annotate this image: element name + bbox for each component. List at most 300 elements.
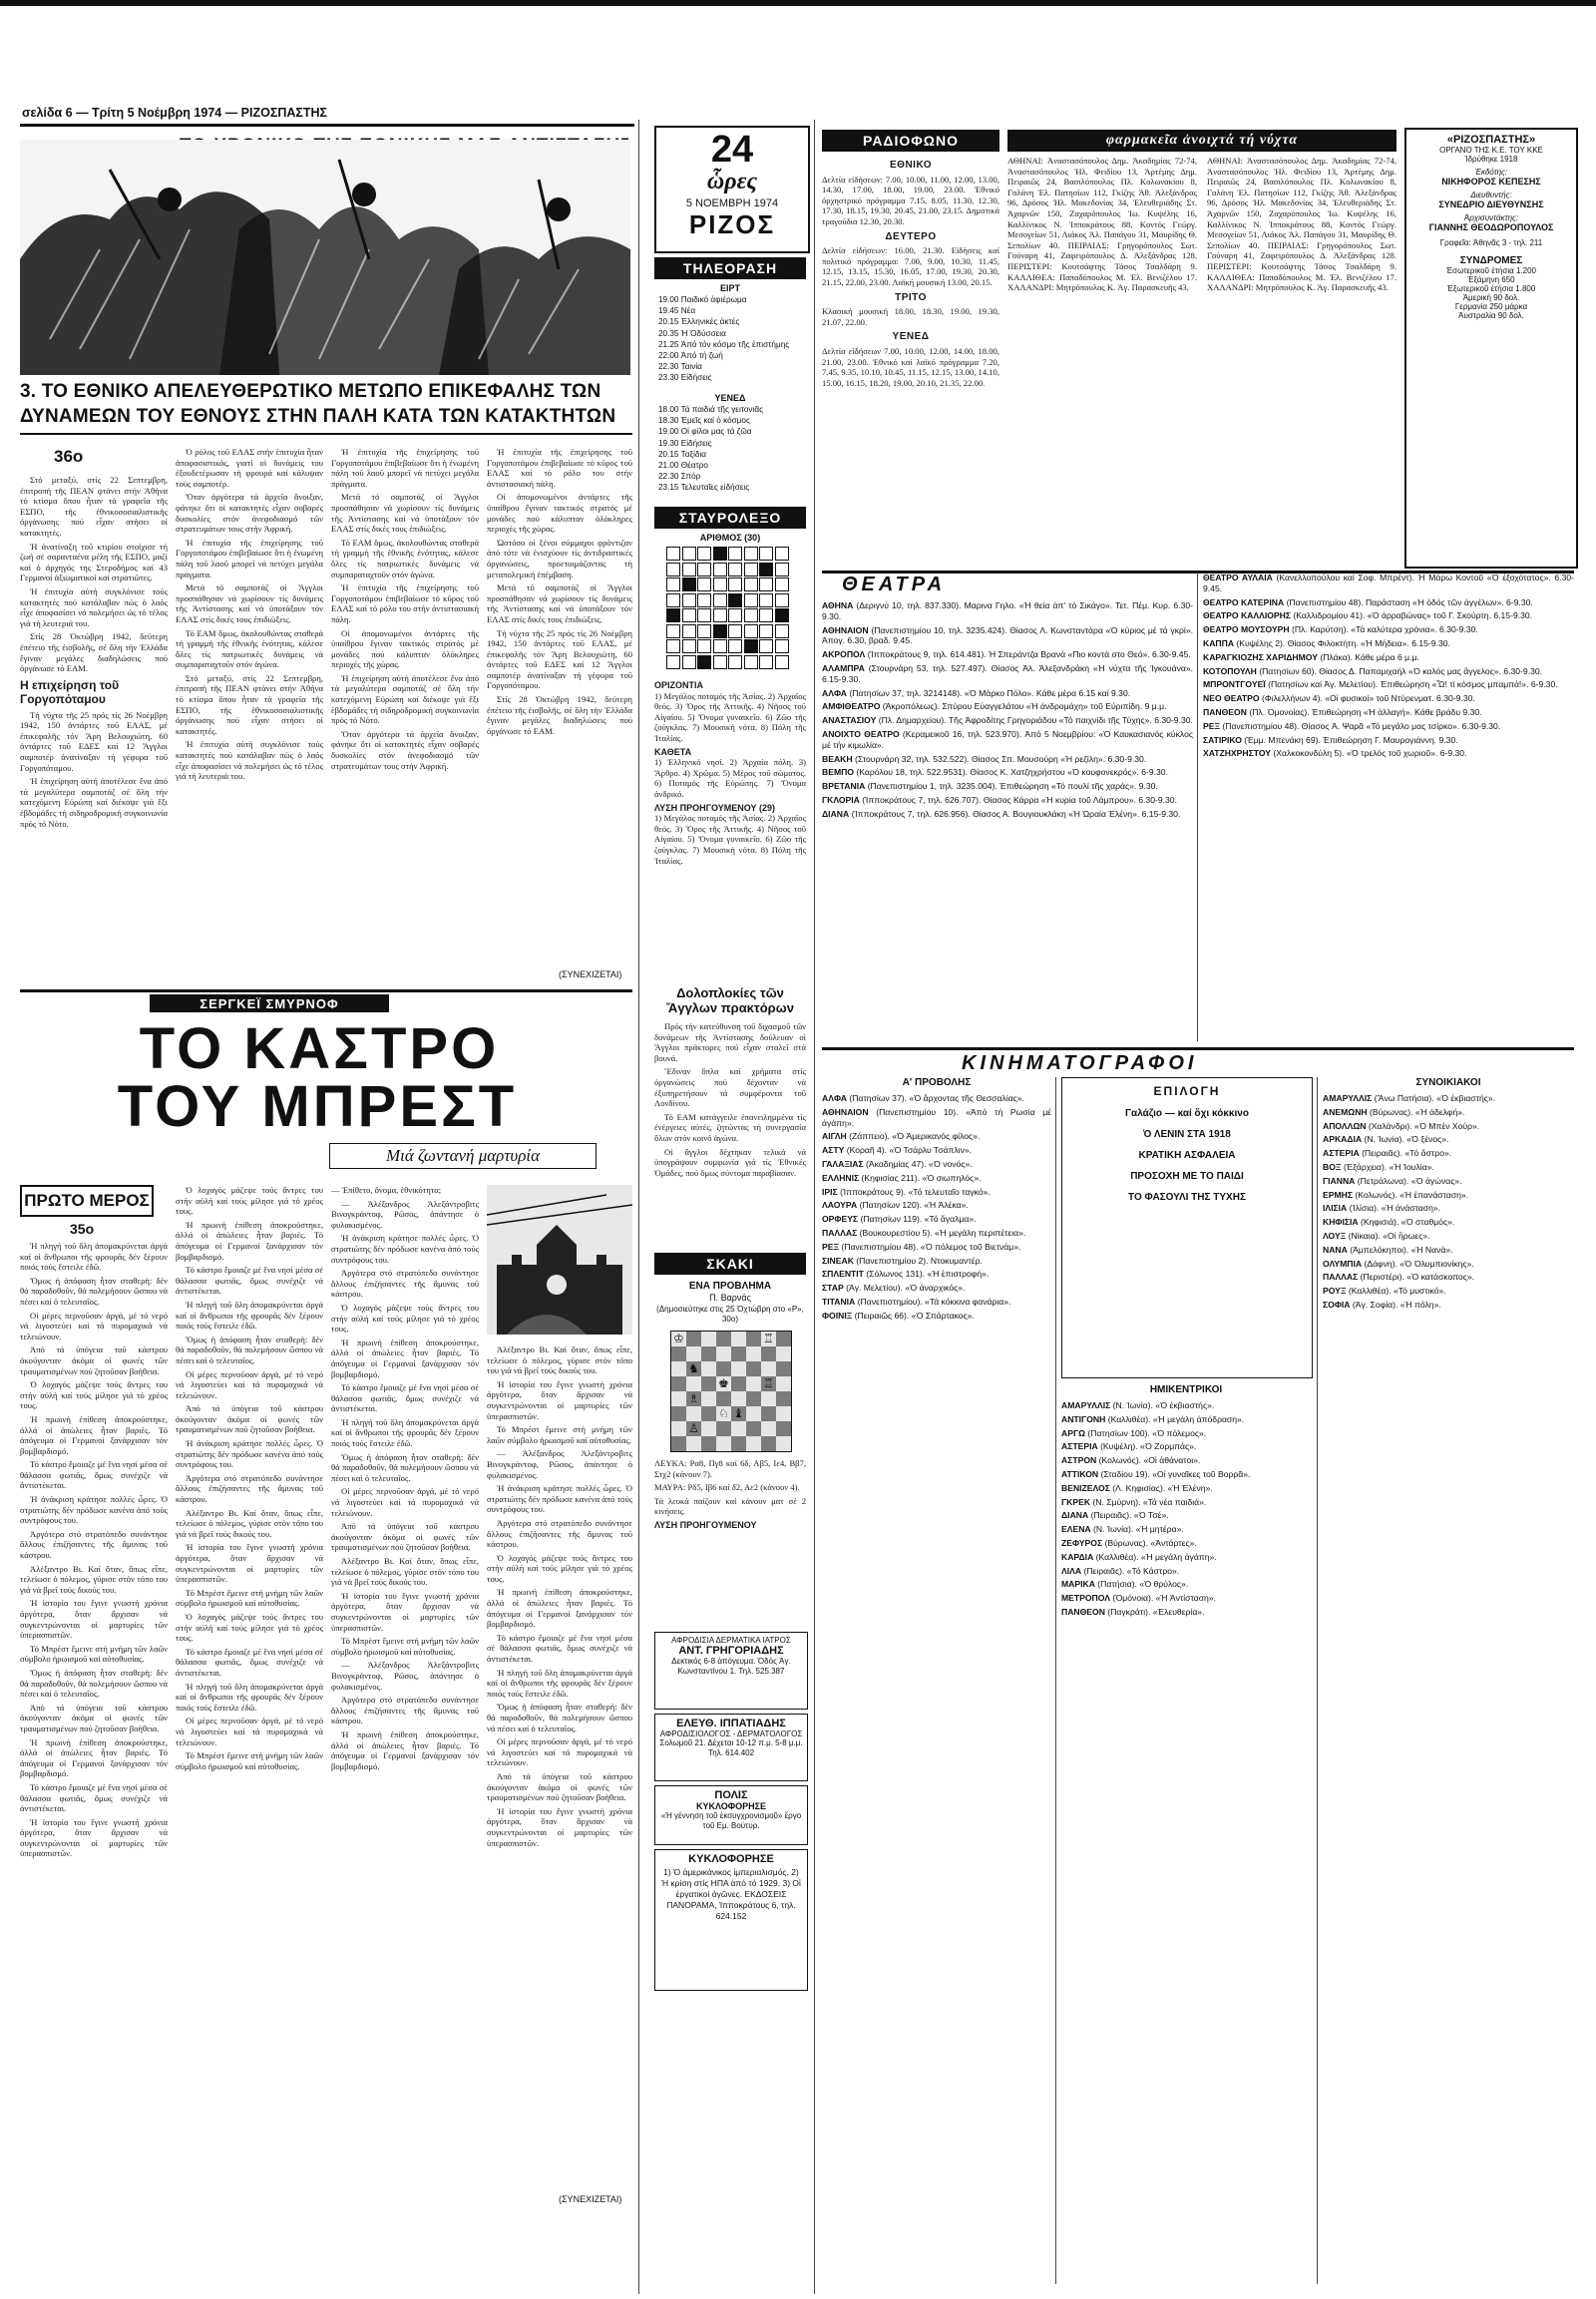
- crossword-cell: [713, 547, 727, 561]
- listing-detail: (Πειραιῶς 66). «Ὁ Σπάρτακος».: [854, 1310, 975, 1321]
- listing-name: ΡΕΞ: [822, 1241, 842, 1252]
- list-item: 18.30 Ἐμεῖς καί ὁ κόσμος: [658, 416, 750, 426]
- crossword-cell: [697, 624, 711, 638]
- list-item: [1203, 735, 1574, 746]
- listing-detail: (Κεραμεικοῦ 16, τηλ. 523.970). Ἀπό 5 Νοεμβρίου: «Ὁ Καυκασιανός κύκλος μέ τήν κιμωλία».: [822, 728, 1193, 750]
- listing-detail: (Ἀκροπόλεως). Σπύρου Εὐαγγελάτου «Ἡ ἀνδρομάχη» τοῦ Εὐριπίδη. 9 μ.μ.: [882, 701, 1167, 712]
- list-item: [1323, 1259, 1574, 1270]
- listing-detail: (Παγκράτι). «Ἐλευθερία».: [1107, 1606, 1205, 1617]
- list-item: [1323, 1121, 1574, 1132]
- list-item: [1061, 1552, 1311, 1563]
- listing-detail: (Πατησίων 100). «Ὁ πόλεμος».: [1087, 1427, 1207, 1438]
- listing-detail: (Καλλιθέα). «Ἡ μεγάλη ἀπόδραση».: [1107, 1413, 1245, 1424]
- chess-square: [701, 1406, 716, 1421]
- list-item: [822, 701, 1193, 712]
- listing-detail: (Ἱπποκράτους 7, τηλ. 626.707). Θίασος Κάρρα «Ἡ κυρία τοῦ Λάμπρου». 6.30-9.30.: [862, 794, 1177, 805]
- crossword-cell: [775, 655, 789, 669]
- listing-detail: (Πατησίων 120). «Ἡ Ἀλέκα».: [859, 1200, 969, 1211]
- list-item: [822, 1131, 1051, 1142]
- listing-name: ΠΑΝΘΕΟΝ: [1061, 1606, 1108, 1617]
- list-item: [1061, 1455, 1311, 1466]
- list-item: 19.00 Παιδικό ἀφιέρωμα: [658, 295, 747, 304]
- listing-name: ΑΝΑΣΤΑΣΙΟΥ: [822, 715, 879, 726]
- listing-name: ΑΘΗΝΑΙΟΝ: [822, 624, 872, 635]
- crossword-cell: [682, 577, 696, 591]
- listing-name: ΑΜΦΙΘΕΑΤΡΟ: [822, 701, 883, 712]
- chess-piece-icon: ♚: [718, 1376, 729, 1390]
- list-item: [822, 625, 1193, 647]
- list-item: [1061, 1524, 1311, 1535]
- listing-name: ΘΕΑΤΡΟ ΚΑΤΕΡΙΝΑ: [1203, 596, 1287, 607]
- chess-details: ΛΕΥΚΑ: Ρα8, Πγ8 καί 6δ, Αβ5, Ιε4, Ββ7, Στχ2 (κάνουν 7). ΜΑΥΡΑ: Ρδ5, Ιβ6 καί δ2, Αε2 (κάνουν 4). Τά λευκά παίζουν καί κάνουν ματ σέ 2 κινήσεις. ΛΥΣΗ ΠΡΟΗΓΟΥΜΕΝΟΥ: [654, 1458, 806, 1530]
- chess-author: Π. Βαρνάς: [709, 1293, 751, 1303]
- listing-name: ΤΙΤΑΝΙΑ: [822, 1296, 858, 1307]
- listing-name: ΕΡΜΗΣ: [1323, 1189, 1356, 1200]
- listing-detail: (Στουρνάρη 53, τηλ. 527.497). Θίασος Ἀλ. Ἀλεξανδράκη «Ἡ νύχτα τῆς Ἰγκουάνα». 6.15-9.30.: [822, 662, 1193, 684]
- listing-detail: (Σταδίου 19). «Οἱ γυναῖκες τοῦ Βορρᾶ».: [1100, 1468, 1251, 1479]
- listing-detail: (Περιστέρι). «Ὁ κατάσκοπος».: [1360, 1272, 1475, 1283]
- chess-piece-icon: ♗: [688, 1391, 699, 1405]
- tv-eirt-list: [658, 295, 804, 385]
- ad-box-2: ΕΛΕΥΘ. ΙΠΠΑΤΙΑΔΗΣ ΑΦΡΟΔΙΣΙΟΛΟΓΟΣ - ΔΕΡΜΑΤΟΛΟΓΟΣ Σολωμοῦ 21. Δέχεται 10-12 π.μ. 5-8 μ.μ. Τηλ. 614.402: [654, 1714, 808, 1781]
- listing-detail: (Ἄνω Πατήσια). «Ὁ ἐκβιαστής».: [1374, 1093, 1496, 1103]
- chess-square: [731, 1421, 746, 1436]
- listing-name: ΚΑΡΔΙΑ: [1061, 1551, 1096, 1562]
- listing-detail: (Ἐμμ. Μπενάκη 69). Ἐπιθεώρηση Γ. Μαυρογιάννη. 9.30.: [1244, 734, 1458, 745]
- listing-name: ΔΙΑΝΑ: [822, 808, 852, 819]
- chess-square: [671, 1361, 686, 1376]
- crossword-cell: [697, 563, 711, 576]
- chess-square: [671, 1376, 686, 1391]
- crossword-cell: [744, 608, 758, 622]
- crossword-cell: [666, 624, 680, 638]
- list-item: [1061, 1607, 1311, 1618]
- chess-square: [716, 1361, 731, 1376]
- chess-piece-icon: ♔: [673, 1332, 684, 1345]
- listing-detail: (Πλ. Καρύτση). «Τά καλύτερα χρόνια». 6.30-9.30.: [1291, 624, 1478, 635]
- crossword-cell: [775, 593, 789, 607]
- list-item: [1203, 597, 1574, 608]
- listing-name: ΑΣΤΕΡΙΑ: [1323, 1148, 1363, 1159]
- chess-square: [701, 1391, 716, 1406]
- crossword-cell: [713, 593, 727, 607]
- listing-name: ΑΙΓΛΗ: [822, 1131, 850, 1142]
- listing-name: ΟΛΥΜΠΙΑ: [1323, 1258, 1365, 1269]
- listing-name: ΑΣΤΡΟΝ: [1061, 1455, 1099, 1466]
- listing-name: ΑΡΓΩ: [1061, 1427, 1088, 1438]
- listing-detail: (Χαλάνδρι). «Ὁ Μπέν Χούρ».: [1368, 1120, 1480, 1131]
- list-item: [822, 1311, 1051, 1322]
- list-item: [822, 795, 1193, 806]
- listing-name: ΑΛΦΑ: [822, 1093, 850, 1103]
- column-rule-2: [814, 120, 815, 2294]
- crossword-clues: ΟΡΙΖΟΝΤΙΑ 1) Μεγάλος ποταμός τῆς Ἀσίας. 2) Ἀρχαῖος θεός. 3) Ὅρος τῆς Ἀττικῆς. 4) Νῆσος τοῦ Αἰγαίου. 5) Ὄνομα γυναικεῖο. 6) Ζῶο τῆς ζούγκλας. 7) Μουσική νότα. 8) Πόλη τῆς Ἰταλίας. ΚΑΘΕΤΑ 1) Ἑλληνικό νησί. 2) Ἀρχαία πόλη. 3) Ἄρθρο. 4) Χρῶμα. 5) Μέρος τοῦ σώματος. 6) Ποταμός τῆς Εὐρώπης. 7) Ὄνομα ἀνδρικό. ΛΥΣΗ ΠΡΟΗΓΟΥΜΕΝΟΥ (29) 1) Μεγάλος ποταμός τῆς Ἀσίας. 2) Ἀρχαῖος θεός. 3) Ὅρος τῆς Ἀττικῆς. 4) Νῆσος τοῦ Αἰγαίου. 5) Ὄνομα γυναικεῖο. 6) Ζῶο τῆς ζούγκλας. 7) Μουσική νότα. 8) Πόλη τῆς Ἰταλίας.: [654, 680, 806, 866]
- chess-piece-icon: ♘: [718, 1406, 729, 1420]
- listing-name: ΘΕΑΤΡΟ ΜΟΥΣΟΥΡΗ: [1203, 624, 1292, 635]
- list-item: [822, 1145, 1051, 1156]
- list-item: [1323, 1217, 1574, 1228]
- listing-detail: (Ἱπποκράτους 7, τηλ. 626.956). Θίασος Α. Βουγιουκλάκη «Ἡ Ὡραία Ἑλένη». 6.15-9.30.: [851, 808, 1181, 819]
- chess-square: [776, 1361, 791, 1376]
- chess-square: [746, 1391, 761, 1406]
- list-item: [1203, 624, 1574, 635]
- crossword-cell: [759, 639, 773, 653]
- crossword-cell: [697, 577, 711, 591]
- listing-detail: (Πειραιᾶς). «Ὁ Τσέ».: [1090, 1510, 1169, 1521]
- chess-square: [776, 1332, 791, 1346]
- listing-detail: (Πατησίων 60). Θίασος Δ. Παπαμιχαήλ «Ὁ καλός μας ἄγγελος». 6.30-9.30.: [1259, 665, 1543, 676]
- listing-name: ΔΙΑΝΑ: [1061, 1510, 1091, 1521]
- hours24-date: 5 ΝΟΕΜΒΡΗ 1974: [685, 197, 779, 209]
- listing-detail: (Ζάππειο). «Ὁ Ἀμερικανός φίλος».: [849, 1131, 981, 1142]
- list-item: [822, 1256, 1051, 1267]
- listing-name: ΡΟΥΞ: [1323, 1286, 1349, 1297]
- listing-name: ΚΑΠΠΑ: [1203, 637, 1237, 648]
- tv-channel-2: ΥΕΝΕΔ: [714, 393, 746, 403]
- list-item: [822, 600, 1193, 622]
- hours24-box: [654, 126, 810, 253]
- listing-name: ΑΠΟΛΛΩΝ: [1323, 1120, 1369, 1131]
- list-item: [822, 1297, 1051, 1308]
- ad-box-3: ΠΟΛΙΣ ΚΥΚΛΟΦΟΡΗΣΕ «Ἡ γέννηση τοῦ ἐκσυγχρονισμοῦ» ἔργο τοῦ Εμ. Βούτυρ.: [654, 1785, 808, 1845]
- crossword-cell: [728, 563, 742, 576]
- chess-square: [746, 1361, 761, 1376]
- listing-detail: (Νίκαια). «Οἱ ἥρωες».: [1348, 1230, 1430, 1241]
- chess-task: (Δημοσιεύτηκε στις 25 Ὀχτώβρη στο «Ρ», 30ο): [656, 1305, 804, 1324]
- chess-square: [776, 1436, 791, 1451]
- chess-square: [761, 1361, 776, 1376]
- crossword-cell: [697, 547, 711, 561]
- crossword-cell: [744, 563, 758, 576]
- radio-body: ΕΘΝΙΚΟ Δελτία εἰδήσεων: 7.00, 10.00, 11.00, 12.00, 13.00, 14.30, 17.00, 18.00, 19.00, 23.00. Ἐθνικό ὀρχηστρικό πρόγραμμα 7.15, 8.05, 11.30, 12.30, 17.30, 18.15, 19.30, 20.45, 21.00, 23.15. Δημοτικά τραγούδια 12.30, 20.30. ΔΕΥΤΕΡΟ Δελτία εἰδήσεων: 16.00, 21.30. Εἰδήσεις καί πολιτικό πρόγραμμα: 7.00, 9.00, 10.30, 11.45, 12.15, 13.15, 15.30, 16.05, 17.00, 19.30, 20.30, 21.15, 22.00, 23.00. Λαϊκή μουσική 13.00, 20.15. ΤΡΙΤΟ Κλασική μουσική 18.00, 18.30, 19.00, 19.30, 21.07, 22.00. ΥΕΝΕΔ Δελτία εἰδήσεων 7.00, 10.00, 12.00, 14.00, 18.00, 21.00, 23.00. Ἐθνικό καί λαϊκό πρόγραμμα 7.20, 7.45, 9.35, 10.10, 10.45, 11.15, 12.15, 13.00, 14.10, 15.00, 16.15, 18.20, 19.00, 20.10, 21.35, 22.00.: [822, 160, 999, 388]
- crossword-cell: [775, 608, 789, 622]
- listing-detail: (Πατήσια). «Ὁ θρύλος».: [1097, 1579, 1189, 1590]
- listing-name: ΛΙΛΑ: [1061, 1565, 1084, 1576]
- listing-name: ΚΟΤΟΠΟΥΛΗ: [1203, 665, 1260, 676]
- pharmacy-header: φαρμακεῖα ἀνοιχτά τή νύχτα: [1007, 130, 1396, 152]
- listing-name: ΑΝΤΙΓΟΝΗ: [1061, 1413, 1108, 1424]
- listing-detail: (Καλλιθέα). «Τό μυστικό».: [1348, 1286, 1446, 1297]
- list-item: [1203, 679, 1574, 690]
- list-item: [1323, 1134, 1574, 1145]
- list-item: [1061, 1497, 1311, 1508]
- chess-square: [686, 1332, 701, 1346]
- listing-name: ΘΕΑΤΡΟ ΚΑΛΛΙΟΡΗΣ: [1203, 610, 1294, 621]
- listing-detail: (Ἐξάρχεια). «Ἡ Ἰουλία».: [1343, 1161, 1434, 1172]
- listing-name: ΡΕΞ: [1203, 720, 1223, 731]
- cinema-column-2: [1061, 1400, 1311, 2278]
- chess-square: [701, 1346, 716, 1361]
- listing-name: ΝΑΝΑ: [1323, 1244, 1351, 1255]
- chess-square: [746, 1332, 761, 1346]
- listing-detail: (Πατησίων καί Ἀγ. Μελετίου). Ἐπιθεώρηση «Ὦ! τί κόσμος μπαμπά!». 6-9.30.: [1268, 679, 1558, 690]
- listing-detail: (Πανεπιστημίου 1, τηλ. 3235.004). Ἐπιθεώρηση «Τό πουλί τῆς χαράς». 9.30.: [867, 781, 1158, 792]
- listing-name: ΒΟΞ: [1323, 1161, 1344, 1172]
- chess-square: [776, 1376, 791, 1391]
- listing-detail: (Κολωνός). «Οἱ ἀθάνατοι».: [1098, 1455, 1201, 1466]
- crossword-cell: [713, 655, 727, 669]
- listing-detail: (Φιλελλήνων 4). «Οἱ φυσικοί» τοῦ Ντύρενματ. 6.30-9.30.: [1261, 693, 1475, 704]
- list-item: [1061, 1579, 1311, 1590]
- crossword-cell: [713, 563, 727, 576]
- list-item: 23.15 Τελευταῖες εἰδήσεις: [658, 483, 750, 493]
- listing-detail: (Πλ. Ὁμονοίας). Ἐπιθεώρηση «Ἡ ἀλλαγή». Κάθε βράδυ 9.30.: [1249, 706, 1482, 717]
- series-part-number: 36ο: [54, 447, 84, 466]
- chess-square: [761, 1406, 776, 1421]
- headline-rule: [20, 433, 632, 435]
- list-item: [1323, 1176, 1574, 1187]
- list-item: 21.25 Ἀπό τόν κόσμο τῆς ἐπιστήμης: [658, 339, 790, 349]
- list-item: 20.35 Ἡ Ὁδύσσεια: [658, 328, 726, 338]
- chess-square: [716, 1332, 731, 1346]
- crossword-cell: [759, 547, 773, 561]
- mid-article-title: Δολοπλοκίες τῶν Ἄγγλων πρακτόρων: [666, 985, 794, 1015]
- tv-header: ΤΗΛΕΟΡΑΣΗ: [654, 257, 806, 279]
- list-item: 21.00 Θέατρο: [658, 461, 708, 471]
- list-item: 19.00 Οἱ φίλοι μας τά ζῶα: [658, 427, 752, 437]
- list-item: [822, 1159, 1051, 1170]
- crossword-cell: [682, 655, 696, 669]
- list-item: 22.30 Σπόρ: [658, 472, 701, 482]
- listing-detail: (Στουρνάρη 32, τηλ. 532.522). Θίασος Σπ. Μουσούρη «Ἡ ρεζίλη». 6.30-9.30.: [854, 753, 1147, 764]
- crossword-cell: [697, 608, 711, 622]
- crossword-cell: [759, 624, 773, 638]
- list-item: [1061, 1414, 1311, 1425]
- crossword-cell: [775, 563, 789, 576]
- listing-detail: (Κολωνός). «Ἡ ἐπανάσταση».: [1355, 1189, 1469, 1200]
- list-item: [822, 1283, 1051, 1294]
- chess-piece-icon: ♝: [733, 1406, 744, 1420]
- cinema-header: ΚΙΝΗΜΑΤΟΓΡΑΦΟΙ: [822, 1047, 1574, 1076]
- listing-name: ΖΕΦΥΡΟΣ: [1061, 1537, 1105, 1548]
- list-item: [1323, 1093, 1574, 1104]
- listing-name: ΑΜΑΡΥΛΛΙΣ: [1323, 1093, 1375, 1103]
- listing-detail: (Ν. Σμύρνη). «Τά νέα παιδιά».: [1092, 1496, 1207, 1507]
- chess-square: [671, 1436, 686, 1451]
- list-item: [1061, 1538, 1311, 1549]
- listing-name: ΙΛΙΣΙΑ: [1323, 1203, 1350, 1214]
- list-item: [822, 781, 1193, 792]
- serial-continues: (ΣΥΝΕΧΙΖΕΤΑΙ): [559, 2194, 622, 2204]
- crossword-cell: [728, 593, 742, 607]
- column-rule-4: [1317, 1077, 1318, 2284]
- listing-detail: (Πετράλωνα). «Ὁ ἀγώνας».: [1357, 1175, 1462, 1186]
- listing-detail: (Βύρωνας). «Ἡ ἀδελφή».: [1370, 1106, 1465, 1117]
- listing-name: ΟΡΦΕΥΣ: [822, 1214, 861, 1225]
- list-item: [1203, 652, 1574, 663]
- listing-detail: (Ἀμπελόκηποι). «Ἡ Νανά».: [1350, 1244, 1453, 1255]
- page-folio: σελίδα 6 — Τρίτη 5 Νοέμβρη 1974 — ΡΙΖΟΣΠΑΣΤΗΣ: [22, 106, 328, 120]
- crossword-cell: [697, 593, 711, 607]
- listing-detail: (Κανελλοπούλου καί Σοφ. Μπρέντ). Ἡ Μάρω Κοντοῦ «Ὁ ἐξοχότατος». 6.30-9.45.: [1203, 573, 1574, 593]
- pharmacy-body: ΑΘΗΝΑΙ: Ἀναστασόπουλος Δημ. Ἀκαδημίας 72-74, Ἀναστασόπουλος Ἠλ. Φειδίου 13, Ἀρτέμης Δημ. Πειραιῶς 24, Βασιλόπουλος Πλ. Κολωνακίου 8, Γαλάνη Ἑλ. Πατησίων 112, Γκίζης Ἀθ. Ἀλεξάνδρας 96, Δρόσος Ἠλ. Μακεδονίας 34, Ἐλευθεριάδης Στ. Ἀχαρνῶν 150, Ζαχαρόπουλος Ἰω. Κυψέλης 16, Καλλίνικος Ν. Ἱπποκράτους 88, Κοντός Γεώργ. Μεσογείων 51, Λιάκος Ἀλ. Παπάγου 31, Μαυρίδης Θ. Σεπολίων 40. ΠΕΙΡΑΙΑΣ: Γρηγορόπουλος Σωτ. Γούναρη 41, Ζαφειρόπουλος Δ. Ἀλεξάνδρας 128. ΠΕΡΙΣΤΕΡΙ: Κουτσάφτης Τάσος Τσαλδάρη 9. ΚΑΛΛΙΘΕΑ: Παπαδόπουλος Μ. Ἐλ. Βενιζέλου 17. ΧΑΛΑΝΔΡΙ: Μητρόπουλος Κ. Ἀγ. Παρασκευῆς 43. ΑΘΗΝΑΙ: Ἀναστασόπουλος Δημ. Ἀκαδημίας 72-74, Ἀναστασόπουλος Ἠλ. Φειδίου 13, Ἀρτέμης Δημ. Πειραιῶς 24, Βασιλόπουλος Πλ. Κολωνακίου 8, Γαλάνη Ἑλ. Πατησίων 112, Γκίζης Ἀθ. Ἀλεξάνδρας 96, Δρόσος Ἠλ. Μακεδονίας 34, Ἐλευθεριάδης Στ. Ἀχαρνῶν 150, Ζαχαρόπουλος Ἰω. Κυψέλης 16, Καλλίνικος Ν. Ἱπποκράτους 88, Κοντός Γεώργ. Μεσογείων 51, Λιάκος Ἀλ. Παπάγου 31, Μαυρίδης Θ. Σεπολίων 40. ΠΕΙΡΑΙΑΣ: Γρηγορόπουλος Σωτ. Γούναρη 41, Ζαφειρόπουλος Δ. Ἀλεξάνδρας 128. ΠΕΡΙΣΤΕΡΙ: Κουτσάφτης Τάσος Τσαλδάρη 9. ΚΑΛΛΙΘΕΑ: Παπαδόπουλος Μ. Ἐλ. Βενιζέλου 17. ΧΑΛΑΝΔΡΙ: Μητρόπουλος Κ. Ἀγ. Παρασκευῆς 43.: [1007, 156, 1396, 293]
- cinema-suburb-label: ΗΜΙΚΕΝΤΡΙΚΟΙ: [1149, 1384, 1223, 1395]
- crossword-cell: [666, 593, 680, 607]
- chess-square: [731, 1376, 746, 1391]
- theatre-right-column: [1203, 573, 1574, 1039]
- listing-name: ΣΑΤΙΡΙΚΟ: [1203, 734, 1245, 745]
- listing-detail: (Πανεπιστημίου 10, τηλ. 3235.424). Θίασος Λ. Κωνσταντάρα «Ὁ κύριος μέ τά γκρί». Ἀπογ. 6.30, βραδ. 9.45.: [822, 624, 1193, 646]
- list-item: [1061, 1428, 1311, 1439]
- cinema-column-3: [1323, 1093, 1574, 2280]
- listing-detail: (Βουκουρεστίου 5). «Ἡ μεγάλη περιπέτεια».: [859, 1227, 1026, 1238]
- list-item: 18.00 Τά παιδιά τῆς γειτονιᾶς: [658, 405, 764, 414]
- crossword-cell: [759, 655, 773, 669]
- list-item: [1203, 707, 1574, 718]
- crossword-cell: [744, 593, 758, 607]
- chess-square: [776, 1421, 791, 1436]
- list-item: [1323, 1245, 1574, 1256]
- list-item: [1203, 573, 1574, 594]
- crossword-cell: [697, 639, 711, 653]
- chess-square: [701, 1436, 716, 1451]
- list-item: [1061, 1593, 1311, 1604]
- listing-name: ΓΚΡΕΚ: [1061, 1496, 1093, 1507]
- series-column-2: Ὁ ρόλος τοῦ ΕΛΑΣ στήν ἐπιτυχία ἦταν ἀποφασιστικός, γιατί οἱ δυνάμεις του ἐξουδετέρωσαν τή φρουρά καί κάλυψαν τούς σαμποτέρ. Ὅταν ἀργότερα τά ἀρχεῖα ἄνοιξαν, φάνηκε ὅτι οἱ κατακτητές εἶχαν σοβαρές δυσκολίες στόν ἀνεφοδιασμό τῶν στρατευμάτων τους στήν Ἀφρική. Ἡ ἐπιτυχία τῆς ἐπιχείρησης τοῦ Γοργοποτάμου ἐπιβεβαίωσε ὅτι ἡ ἐνωμένη πάλη τοῦ λαοῦ μπορεῖ νά πετύχει μεγάλα πράγματα. Μετά τό σαμποτάζ οἱ Ἄγγλοι προσπάθησαν νά χωρίσουν τίς δυνάμεις τῆς Ἀντίστασης καί νά ὑποτάξουν τόν ΕΛΑΣ στίς δικές τους ἐπιδιώξεις. Τό ΕΑΜ ὅμως, ἀκολουθώντας σταθερά τή γραμμή τῆς ἐθνικῆς ἑνότητας, κάλεσε ὅλες τίς πατριωτικές δυνάμεις νά συμπαραταχτοῦν στόν ἀγώνα. Στό μεταξύ, στίς 22 Σεπτεμβρη, ἐπιτροπή τῆς ΠΕΑΝ φτάνει στήν Ἀθήνα τό κτίσμα ὅπου ἦταν τά γραφεῖα τῆς ΕΣΠΟ, τῆς ἐθνικοσοσιαλιστικῆς ὀργάνωσης πού εἶχαν στήσει οἱ κατακτητές. Ἡ ἐπιτυχία αὐτή συγκλόνισε τούς κατακτητές πού κατάλαβαν πώς ὁ λαός εἶχε ἀποφασίσει νά πολεμήσει ὡς τό τέλος γιά τή λευτεριά του.: [176, 447, 323, 782]
- listing-name: ΑΜΑΡΥΛΛΙΣ: [1061, 1400, 1113, 1410]
- list-item: [822, 649, 1193, 660]
- listing-name: ΝΕΟ ΘΕΑΤΡΟ: [1203, 693, 1262, 704]
- listing-name: ΠΑΝΘΕΟΝ: [1203, 706, 1250, 717]
- listing-detail: (Πατησίων 37). «Ὁ ἄρχοντας τῆς Θεσσαλίας».: [849, 1093, 1024, 1103]
- listing-name: ΚΑΡΑΓΚΙΟΖΗΣ ΧΑΡΙΔΗΜΟΥ: [1203, 651, 1321, 662]
- crossword-cell: [744, 547, 758, 561]
- mid-article-body: Πρός τήν κατεύθυνση τοῦ διχασμοῦ τῶν δυνάμεων τῆς Ἀντίστασης δούλευαν οἱ Ἄγγλοι πράκτορες πού εἶχαν σταλεῖ στά βουνά. Ἔδιναν ὅπλα καί χρήματα στίς ὀργανώσεις πού δέχονταν νά ἐξυπηρετήσουν τά συμφέροντα τοῦ Λονδίνου. Τό ΕΑΜ κατάγγειλε ἐπανειλημμένα τίς ἐνέργειες αὐτές, ζητώντας τή συνεργασία ὅλων στόν κοινό ἀγώνα. Οἱ ἄγγλοι δέχτηκαν τελικά νά ὑπογράψουν συμφωνία γιά τίς Ἐθνικές Ὁμάδες, πού ὅμως σύντομα παραβίασαν.: [654, 1021, 806, 1178]
- crossword-cell: [744, 639, 758, 653]
- listing-detail: (Καλλιθέα). «Ἡ μεγάλη ἀγάπη».: [1095, 1551, 1217, 1562]
- chess-square: [746, 1376, 761, 1391]
- crossword-cell: [759, 608, 773, 622]
- listing-detail: (Ἱπποκράτους 9). «Τό τελευταῖο ταγκό».: [840, 1186, 991, 1197]
- list-item: [1203, 610, 1574, 621]
- crossword-cell: [682, 547, 696, 561]
- serial-column-3: — Ἐπίθετο, ὄνομα, ἐθνικότητα; — Ἀλέξανδρος Ἀλεξάντροβιτς Βινογκράντοφ, Ρῶσος, ἀπάντησε ὁ φυλακισμένος. Ἡ ἀνάκριση κράτησε πολλές ὧρες. Ὁ στρατιώτης δέν πρόδωσε κανένα ἀπό τούς συντρόφους του. Ἀργότερα στό στρατόπεδο συνάντησε ἄλλους ἐπιζήσαντες τῆς ἄμυνας τοῦ κάστρου. Ὁ λοχαγός μάζεψε τούς ἄντρες του στήν αὐλή καί τούς μίλησε γιά τό χρέος τους. Ἡ πρωινή ἐπίθεση ἀποκρούστηκε, ἀλλά οἱ ἀπώλειες ἦταν βαριές. Τό ἀπόγευμα οἱ Γερμανοί ξανάρχισαν τόν βομβαρδισμό. Τό κάστρο ἔμοιαζε μέ ἕνα νησί μέσα σέ θάλασσα φωτιᾶς, ὅμως συνέχιζε νά ἀντιστέκεται. Ἡ πληγή τοῦ ὅλη ἀπομακρύνεται ἀργά καί οἱ ἄνθρωποι τῆς φρουρᾶς δέν ξέρουν ποιός τούς ἔστειλε ἐδῶ. Ὅμως ἡ ἀπόφαση ἦταν σταθερή: δέν θά παραδοθοῦν, θά πολεμήσουν ὥσπου νά πέσει καί ὁ τελευταῖος. Οἱ μέρες περνοῦσαν ἀργά, μέ τό νερό νά λιγοστεύει καί τά πυρομαχικά νά τελειώνουν. Ἀπό τά ὑπόγεια τοῦ κάστρου ἀκούγονταν ἀκόμα οἱ φωνές τῶν τραυματισμένων πού ζητοῦσαν βοήθεια. Ἀλέξαντρο Βι. Καί ὅταν, ὅπως εἶπε, τελείωσε ὁ πόλεμος, γύρισε στόν τόπο του γιά νά βρεῖ τούς δικούς του. Ἡ ἱστορία του ἔγινε γνωστή χρόνια ἀργότερα, ὅταν ἄρχισαν νά συγκεντρώνονται οἱ μαρτυρίες τῶν ὑπερασπιστῶν. Τό Μπρέστ ἔμεινε στή μνήμη τῶν λαῶν σύμβολο ἡρωισμοῦ καί αὐτοθυσίας. — Ἀλέξανδρος Ἀλεξάντροβιτς Βινογκράντοφ, Ρῶσος, ἀπάντησε ὁ φυλακισμένος. Ἀργότερα στό στρατόπεδο συνάντησε ἄλλους ἐπιζήσαντες τῆς ἄμυνας τοῦ κάστρου. Ἡ πρωινή ἐπίθεση ἀποκρούστηκε, ἀλλά οἱ ἀπώλειες ἦταν βαριές. Τό ἀπόγευμα οἱ Γερμανοί ξανάρχισαν τόν βομβαρδισμό.: [331, 1185, 479, 1771]
- listing-detail: (Ἱπποκράτους 9, τηλ. 614.481). Ἡ Σπεράντζα Βρανά «Πιο κοντά στο Θεό». 6.30-9.45.: [867, 649, 1191, 660]
- listing-detail: (Κηφισίας 211). «Ὁ σιωπηλός».: [861, 1172, 982, 1183]
- series-continues: (ΣΥΝΕΧΙΖΕΤΑΙ): [559, 969, 622, 979]
- list-item: [1061, 1441, 1311, 1452]
- list-item: [822, 767, 1193, 778]
- crossword-cell: [666, 547, 680, 561]
- crossword-cell: [666, 639, 680, 653]
- chess-square: [686, 1406, 701, 1421]
- listing-detail: (Πανεπιστημίου 48). «Ὁ πόλεμος τοῦ Βιετνάμ».: [841, 1241, 1021, 1252]
- listing-name: ΑΛΦΑ: [822, 687, 850, 698]
- cinema-quarter-label: ΣΥΝΟΙΚΙΑΚΟΙ: [1415, 1077, 1481, 1088]
- crossword-cell: [728, 577, 742, 591]
- chess-piece-icon: ♖: [763, 1376, 774, 1390]
- chess-square: [776, 1346, 791, 1361]
- crossword-cell: [666, 577, 680, 591]
- listing-name: ΑΝΟΙΧΤΟ ΘΕΑΤΡΟ: [822, 728, 903, 739]
- chess-square: [671, 1346, 686, 1361]
- chess-square: [671, 1406, 686, 1421]
- crossword-number: ΑΡΙΘΜΟΣ (30): [699, 533, 761, 543]
- series-column-4: Ἡ ἐπιτυχία τῆς ἐπιχείρησης τοῦ Γοργοποτάμου ἐπιβεβαίωσε τό κῦρος τοῦ ΕΛΑΣ καί τό ρόλο του στήν ἀντιστασιακή πάλη. Οἱ ἀπομονωμένοι ἀντάρτες τῆς ὑπαίθρου ἔγιναν τακτικός στρατός μέ μονάδες πού κάλυπταν ὁλόκληρες περιοχές τῆς χώρας. Ὡστόσο οἱ ξένοι σύμμαχοι φρόντιζαν ἀπό τότε νά ἐνισχύουν τίς ἀντιδραστικές ὀργανώσεις, προετοιμάζοντας τή μεταπολεμική ἐπέμβαση. Μετά τό σαμποτάζ οἱ Ἄγγλοι προσπάθησαν νά χωρίσουν τίς δυνάμεις τῆς Ἀντίστασης καί νά ὑποτάξουν τόν ΕΛΑΣ στίς δικές τους ἐπιδιώξεις. Τή νύχτα τῆς 25 πρός τίς 26 Νοέμβρη 1942, 150 ἀντάρτες τοῦ ΕΛΑΣ, μέ ἐπικεφαλῆς τόν Ἄρη Βελουχιώτη, 60 ἀντάρτες τοῦ ΕΔΕΣ καί 12 Ἄγγλοι σαμποτέρ ἀνατίναξαν τή γέφυρα τοῦ Γοργοπόταμου. Στίς 28 Ὀκτώβρη 1942, δεύτερη ἐπέτειο τῆς ἐισβολῆς, σέ ὅλη τήν Ἑλλάδα ἔγιναν μεγάλες διαδηλώσεις πού ὀργάνωσε τό ΕΑΜ.: [487, 447, 632, 736]
- crossword-cell: [682, 624, 696, 638]
- list-item: [822, 663, 1193, 685]
- list-item: [1323, 1272, 1574, 1283]
- list-item: [1061, 1483, 1311, 1494]
- serial-header-bar: [20, 989, 632, 1016]
- list-item: [822, 688, 1193, 699]
- chess-square: [731, 1332, 746, 1346]
- crossword-cell: [775, 547, 789, 561]
- listing-name: ΑΛΑΜΠΡΑ: [822, 662, 869, 673]
- listing-name: ΑΡΚΑΔΙΑ: [1323, 1134, 1365, 1145]
- listing-name: ΛΟΥΞ: [1323, 1230, 1349, 1241]
- crossword-cell: [666, 655, 680, 669]
- listing-detail: (Καλλιδρομίου 41). «Ὁ ἀρραβώνας» τοῦ Γ. Σκούρτη. 6.15-9.30.: [1293, 610, 1533, 621]
- crossword-cell: [713, 639, 727, 653]
- serial-title-1: ΤΟ ΚΑΣΤΡΟ: [139, 1016, 500, 1081]
- crossword-cell: [775, 639, 789, 653]
- chess-piece-icon: ♖: [763, 1332, 774, 1345]
- list-item: [1323, 1231, 1574, 1242]
- listing-name: ΠΑΛΛΑΣ: [822, 1227, 860, 1238]
- list-item: 22.30 Ταινία: [658, 362, 702, 372]
- list-item: [822, 754, 1193, 765]
- list-item: [1061, 1566, 1311, 1577]
- list-item: 22.00 Ἀπό τή ζωή: [658, 351, 723, 361]
- listing-name: ΓΑΛΑΞΙΑΣ: [822, 1158, 867, 1169]
- listing-detail: (Πανεπιστημίου 2). Ντοκυμαντέρ.: [856, 1255, 983, 1266]
- listing-name: ΛΑΟΥΡΑ: [822, 1200, 860, 1211]
- listing-detail: (Ὁμόνοια). «Ἡ Ἀντίσταση».: [1112, 1593, 1216, 1604]
- crossword-header: ΣΤΑΥΡΟΛΕΞΟ: [654, 507, 806, 529]
- chess-square: [671, 1391, 686, 1406]
- chess-square: [701, 1361, 716, 1376]
- listing-name: ΑΤΤΙΚΟΝ: [1061, 1468, 1101, 1479]
- chess-square: [716, 1346, 731, 1361]
- listing-detail: (Πατησίων 37, τηλ. 3214148). «Ὁ Μάρκο Πόλο». Κάθε μέρα 6.15 καί 9.30.: [849, 687, 1131, 698]
- list-item: [1061, 1400, 1311, 1411]
- listing-name: ΒΕΝΙΖΕΛΟΣ: [1061, 1482, 1113, 1493]
- listing-name: ΠΑΛΛΑΣ: [1323, 1272, 1361, 1283]
- list-item: [1323, 1190, 1574, 1201]
- chess-square: [746, 1406, 761, 1421]
- listing-name: ΒΕΑΚΗ: [822, 753, 855, 764]
- crossword-cell: [775, 624, 789, 638]
- listing-name: ΓΙΑΝΝΑ: [1323, 1175, 1358, 1186]
- list-item: [1203, 666, 1574, 677]
- crossword-cell: [682, 593, 696, 607]
- chess-square: [671, 1421, 686, 1436]
- chess-square: [746, 1436, 761, 1451]
- crossword-cell: [682, 563, 696, 576]
- serial-title-2: ΤΟΥ ΜΠΡΕΣΤ: [117, 1074, 518, 1139]
- chess-square: [761, 1391, 776, 1406]
- list-item: [822, 1187, 1051, 1198]
- crossword-cell: [682, 639, 696, 653]
- list-item: [1203, 721, 1574, 732]
- listing-name: ΧΑΤΖΗΧΡΗΣΤΟΥ: [1203, 748, 1274, 759]
- list-item: [1061, 1510, 1311, 1521]
- series-column-1: Στό μεταξύ, στίς 22 Σεπτεμβρη, ἐπιτροπή τῆς ΠΕΑΝ φτάνει στήν Ἀθήνα τό κτίσμα ὅπου ἦταν τά γραφεῖα τῆς ΕΣΠΟ, τῆς ἐθνικοσοσιαλιστικῆς ὀργάνωσης πού εἶχαν στήσει οἱ κατακτητές. Ἡ ἀνατίναξη τοῦ κτιρίου στοίχισε τή ζωή σέ σαρανταένα μέλη τῆς ΕΣΠΟ, μαζί καί ὁ ἀρχηγός της Στεροδήμος καί 43 Γερμανοί ἀξιωματικοί καί στρατιῶτες. Ἡ ἐπιτυχία αὐτή συγκλόνισε τούς κατακτητές πού κατάλαβαν πώς ὁ λαός εἶχε ἀποφασίσει νά πολεμήσει ὡς τό τέλος γιά τή λευτεριά του. Στίς 28 Ὀκτώβρη 1942, δεύτερη ἐπέτειο τῆς ἐισβολῆς, σέ ὅλη τήν Ἑλλάδα ἔγιναν μεγάλες διαδηλώσεις πού ὀργάνωσε τό ΕΑΜ. Η επιχείρηση τοῦ Γοργοπόταμου Τή νύχτα τῆς 25 πρός τίς 26 Νοέμβρη 1942, 150 ἀντάρτες τοῦ ΕΛΑΣ, μέ ἐπικεφαλῆς τόν Ἄρη Βελουχιώτη, 60 ἀντάρτες τοῦ ΕΔΕΣ καί 12 Ἄγγλοι σαμποτέρ ἀνατίναξαν τή γέφυρα τοῦ Γοργοπόταμου. Ἡ ἐπιχείρηση αὐτή ἀποτέλεσε ἕνα ἀπό τά μεγαλύτερα σαμποτάζ σέ ὅλη τήν κατεχόμενη Εὐρώπη καί διέκοψε γιά ἕξι ἑβδομάδες τή σιδηροδρομική συγκοινωνία πρός τό Νότο.: [20, 475, 168, 829]
- list-item: [1323, 1107, 1574, 1118]
- listing-detail: (Πανεπιστημίου). «Τά κόκκινα φανάρια».: [857, 1296, 1011, 1307]
- listing-name: ΒΕΜΠΟ: [822, 767, 857, 778]
- listing-detail: (Λ. Κηφισίας). «Ἡ Ἑλένη».: [1112, 1482, 1213, 1493]
- series-subhead: Η επιχείρηση τοῦ Γοργοπόταμου: [20, 677, 120, 706]
- theatre-header: ΘΕΑΤΡΑ: [822, 571, 1574, 599]
- crossword-cell: [666, 563, 680, 576]
- chess-square: [731, 1436, 746, 1451]
- list-item: [822, 1173, 1051, 1184]
- chess-square: [761, 1421, 776, 1436]
- serial-column-2: Ὁ λοχαγός μάζεψε τούς ἄντρες του στήν αὐλή καί τούς μίλησε γιά τό χρέος τους. Ἡ πρωινή ἐπίθεση ἀποκρούστηκε, ἀλλά οἱ ἀπώλειες ἦταν βαριές. Τό ἀπόγευμα οἱ Γερμανοί ξανάρχισαν τόν βομβαρδισμό. Τό κάστρο ἔμοιαζε μέ ἕνα νησί μέσα σέ θάλασσα φωτιᾶς, ὅμως συνέχιζε νά ἀντιστέκεται. Ἡ πληγή τοῦ ὅλη ἀπομακρύνεται ἀργά καί οἱ ἄνθρωποι τῆς φρουρᾶς δέν ξέρουν ποιός τούς ἔστειλε ἐδῶ. Ὅμως ἡ ἀπόφαση ἦταν σταθερή: δέν θά παραδοθοῦν, θά πολεμήσουν ὥσπου νά πέσει καί ὁ τελευταῖος. Οἱ μέρες περνοῦσαν ἀργά, μέ τό νερό νά λιγοστεύει καί τά πυρομαχικά νά τελειώνουν. Ἀπό τά ὑπόγεια τοῦ κάστρου ἀκούγονταν ἀκόμα οἱ φωνές τῶν τραυματισμένων πού ζητοῦσαν βοήθεια. Ἡ ἀνάκριση κράτησε πολλές ὧρες. Ὁ στρατιώτης δέν πρόδωσε κανένα ἀπό τούς συντρόφους του. Ἀργότερα στό στρατόπεδο συνάντησε ἄλλους ἐπιζήσαντες τῆς ἄμυνας τοῦ κάστρου. Ἀλέξαντρο Βι. Καί ὅταν, ὅπως εἶπε, τελείωσε ὁ πόλεμος, γύρισε στόν τόπο του γιά νά βρεῖ τούς δικούς του. Ἡ ἱστορία του ἔγινε γνωστή χρόνια ἀργότερα, ὅταν ἄρχισαν νά συγκεντρώνονται οἱ μαρτυρίες τῶν ὑπερασπιστῶν. Τό Μπρέστ ἔμεινε στή μνήμη τῶν λαῶν σύμβολο ἡρωισμοῦ καί αὐτοθυσίας. Ὁ λοχαγός μάζεψε τούς ἄντρες του στήν αὐλή καί τούς μίλησε γιά τό χρέος τους. Τό κάστρο ἔμοιαζε μέ ἕνα νησί μέσα σέ θάλασσα φωτιᾶς, ὅμως συνέχιζε νά ἀντιστέκεται. Ἡ πληγή τοῦ ὅλη ἀπομακρύνεται ἀργά καί οἱ ἄνθρωποι τῆς φρουρᾶς δέν ξέρουν ποιός τούς ἔστειλε ἐδῶ. Οἱ μέρες περνοῦσαν ἀργά, μέ τό νερό νά λιγοστεύει καί τά πυρομαχικά νά τελειώνουν. Τό Μπρέστ ἔμεινε στή μνήμη τῶν λαῶν σύμβολο ἡρωισμοῦ καί αὐτοθυσίας.: [176, 1185, 323, 1771]
- listing-detail: (Ν. Ἰωνία). «Ὁ ἐκβιαστής».: [1112, 1400, 1215, 1410]
